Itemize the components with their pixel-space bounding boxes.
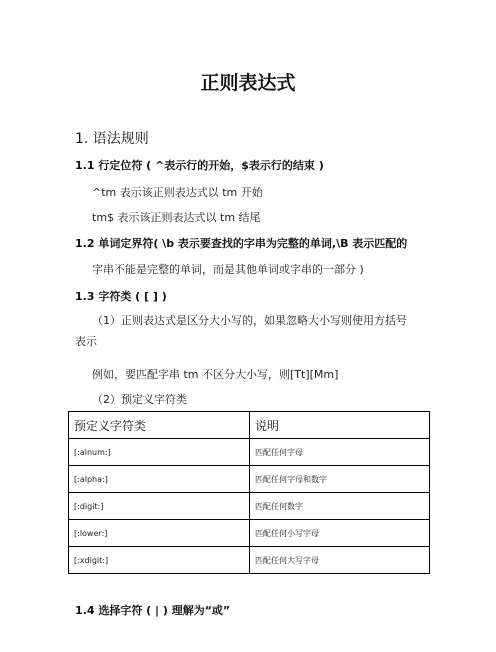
table-row [69, 439, 430, 466]
table-cell: [:xdigit:] [69, 547, 250, 574]
predefined-char-class-table [68, 411, 430, 574]
table-cell: 匹配任何大写字母 [250, 547, 430, 574]
table-cell: [:alnum:] [69, 439, 250, 466]
table-row [69, 547, 430, 574]
heading-1-1: 1.1 行定位符 ( ^表示行的开始，$表示行的结束 ) [75, 159, 324, 172]
table-header-row [69, 412, 430, 439]
paragraph-1-3-c: （2）预定义字符类 [92, 393, 187, 406]
table-row [69, 520, 430, 547]
heading-1-4: 1.4 选择字符 ( | ) 理解为“或” [75, 604, 231, 617]
section-heading-1: 1. 语法规则 [75, 131, 149, 147]
heading-1-3: 1.3 字符类 ( [ ] ) [75, 290, 167, 303]
paragraph-1-2-a: 字串不能是完整的单词，而是其他单词或字串的一部分 ) [92, 263, 364, 276]
table-cell: 匹配任何字母和数字 [250, 466, 430, 493]
heading-1-2: 1.2 单词定界符( \b 表示要查找的字串为完整的单词,\B 表示匹配的 [75, 237, 408, 250]
table-row [69, 466, 430, 493]
table-cell: 匹配任何数字 [250, 493, 430, 520]
table-header-cell: 预定义字符类 [69, 412, 250, 439]
table-cell: [:alpha:] [69, 466, 250, 493]
page-title: 正则表达式 [200, 72, 296, 94]
paragraph-1-1-a: ^tm 表示该正则表达式以 tm 开始 [92, 186, 263, 199]
table-cell: [:digit:] [69, 493, 250, 520]
table-cell: [:lower:] [69, 520, 250, 547]
table-cell: 匹配任何小写字母 [250, 520, 430, 547]
table-row [69, 493, 430, 520]
table-header-cell: 说明 [250, 412, 430, 439]
paragraph-1-3-a: （1）正则表达式是区分大小写的，如果忽略大小写则使用方括号表示 [75, 314, 407, 348]
table-cell: 匹配任何字母 [250, 439, 430, 466]
paragraph-1-1-b: tm$ 表示该正则表达式以 tm 结尾 [92, 211, 261, 224]
paragraph-1-3-b: 例如，要匹配字串 tm 不区分大小写，则[Tt][Mm] [92, 368, 339, 381]
